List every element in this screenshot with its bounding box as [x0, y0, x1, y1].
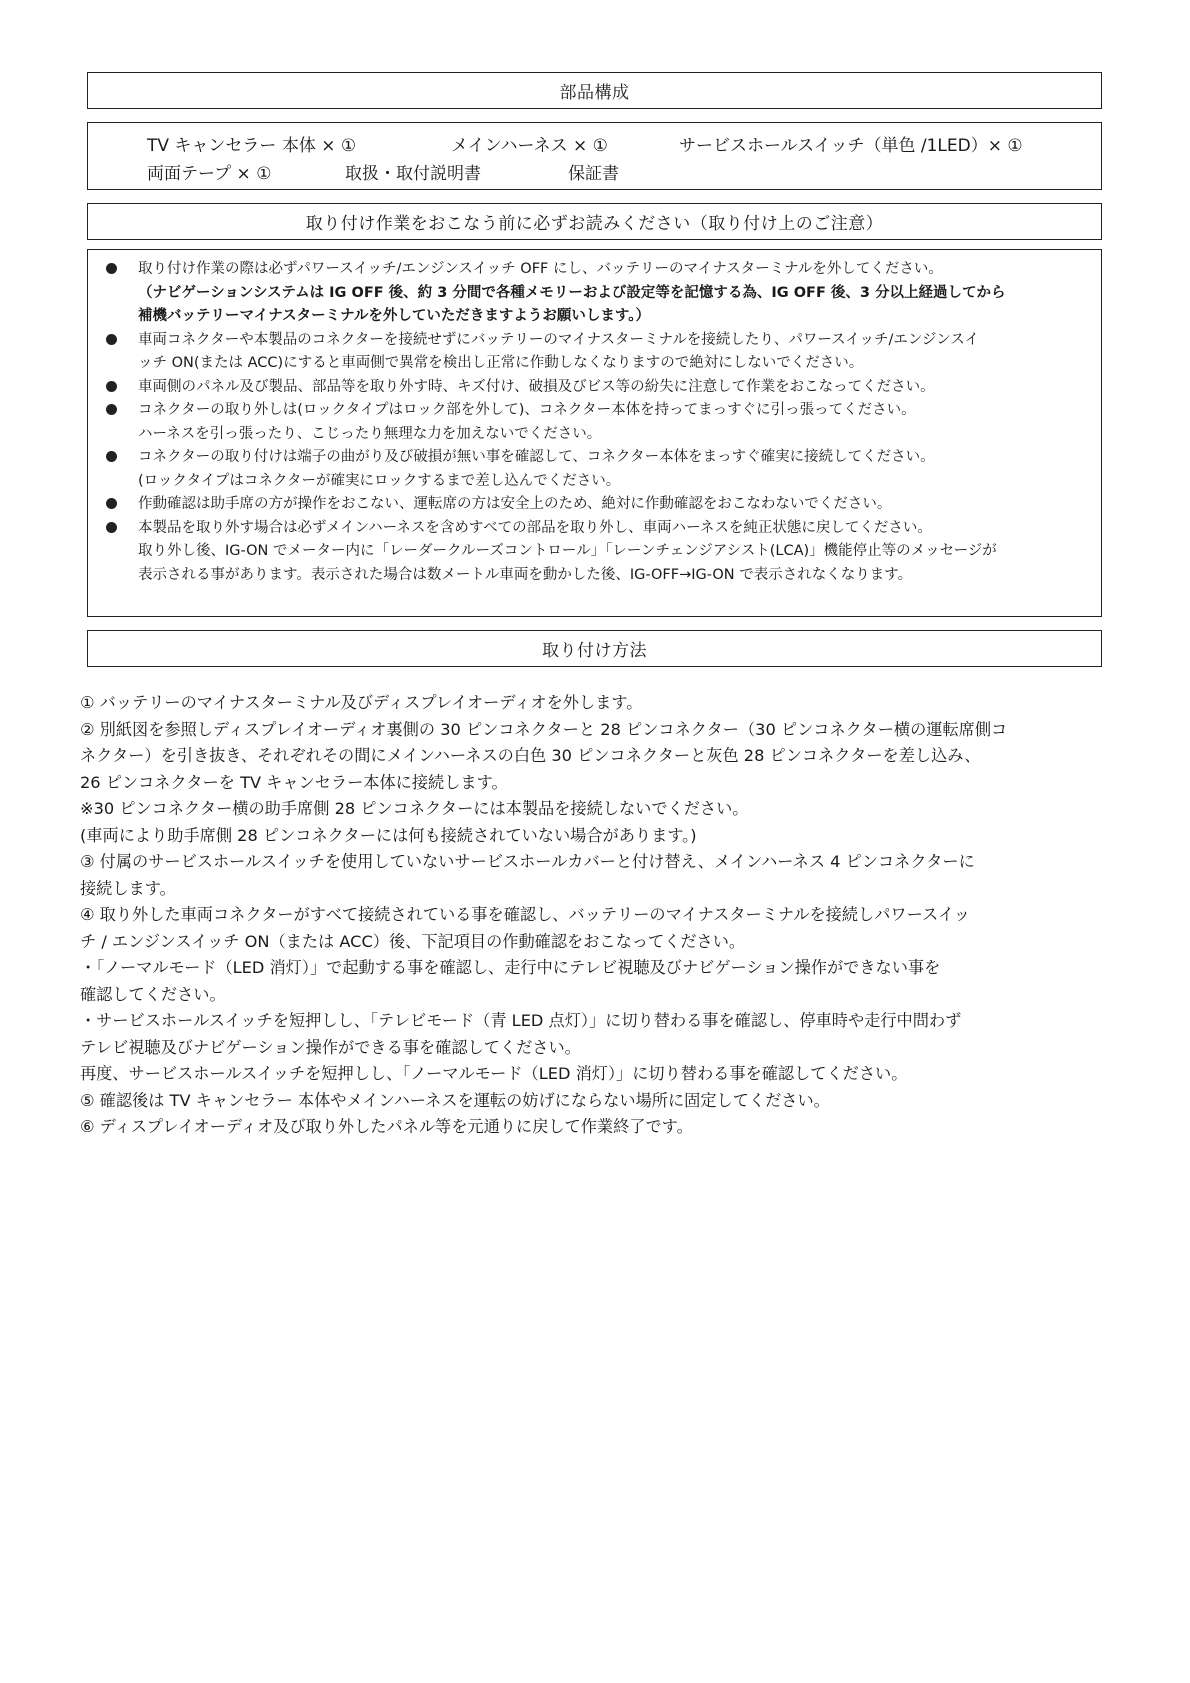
- notice-line: 作動確認は助手席の方が操作をおこない、運転席の方は安全上のため、絶対に作動確認をおこなわないでください。: [138, 496, 892, 512]
- notice-line: 取り付け作業の際は必ずパワースイッチ/エンジンスイッチ OFF にし、バッテリーのマイナスターミナルを外してください。: [138, 261, 943, 277]
- method-section-title-box: [87, 630, 1102, 667]
- notice-line: ッチ ON(または ACC)にすると車両側で異常を検出し正常に作動しなくなりますので絶対にしないでください。: [138, 355, 864, 371]
- notice-item: [88, 493, 1101, 517]
- method-line: ネクター）を引き抜き、それぞれその間にメインハーネスの白色 30 ピンコネクターと灰色 28 ピンコネクターを差し込み、: [80, 746, 981, 765]
- method-line: 再度、サービスホールスイッチを短押しし、「ノーマルモード（LED 消灯）」に切り替わる事を確認してください。: [80, 1064, 908, 1083]
- parts-section-title-box: [87, 72, 1102, 109]
- notice-item: [88, 258, 1101, 329]
- parts-section-title: 部品構成: [559, 83, 630, 103]
- bullet-icon: [106, 498, 117, 509]
- parts-item-warranty: 保証書: [568, 164, 619, 184]
- parts-item-canceller: TV キャンセラー 本体 × ①: [147, 136, 357, 156]
- notice-line: コネクターの取り外しは(ロックタイプはロック部を外して)、コネクター本体を持ってまっすぐに引っ張ってください。: [138, 402, 916, 418]
- parts-list-box: [87, 122, 1102, 190]
- notice-section-title: 取り付け作業をおこなう前に必ずお読みください（取り付け上のご注意）: [305, 214, 884, 234]
- method-line: 確認してください。: [80, 984, 226, 1004]
- method-line: ・サービスホールスイッチを短押しし、「テレビモード（青 LED 点灯）」に切り替わる事を確認し、停車時や走行中問わず: [80, 1011, 962, 1030]
- method-line: ② 別紙図を参照しディスプレイオーディオ裏側の 30 ピンコネクターと 28 ピンコネクター（30 ピンコネクター横の運転席側コ: [80, 719, 1008, 739]
- method-section-title: 取り付け方法: [542, 641, 647, 661]
- method-line: テレビ視聴及びナビゲーション操作ができる事を確認してください。: [80, 1037, 581, 1057]
- method-line: ⑥ ディスプレイオーディオ及び取り外したパネル等を元通りに戻して作業終了です。: [80, 1117, 693, 1136]
- bullet-icon: [106, 522, 117, 533]
- method-line: チ / エンジンスイッチ ON（または ACC）後、下記項目の作動確認をおこなってください。: [80, 931, 746, 951]
- notice-line: 表示される事があります。表示された場合は数メートル車両を動かした後、IG-OFF→IG-ON で表示されなくなります。: [138, 566, 913, 583]
- notice-item: [88, 517, 1101, 588]
- method-line: 26 ピンコネクターを TV キャンセラー本体に接続します。: [80, 772, 508, 792]
- bullet-icon: [106, 381, 117, 392]
- notice-line: （ナビゲーションシステムは IG OFF 後、約 3 分間で各種メモリーおよび設定等を記憶する為、IG OFF 後、3 分以上経過してから: [138, 284, 1006, 301]
- notice-item: [88, 446, 1101, 493]
- notice-item: [88, 376, 1101, 400]
- notice-line: (ロックタイプはコネクターが確実にロックするまで差し込んでください。: [138, 472, 621, 489]
- notice-line: コネクターの取り付けは端子の曲がり及び破損が無い事を確認して、コネクター本体をまっすぐ確実に接続してください。: [138, 449, 935, 465]
- notice-list: [88, 258, 1101, 587]
- notice-item: [88, 399, 1101, 446]
- method-line: ③ 付属のサービスホールスイッチを使用していないサービスホールカバーと付け替え、メインハーネス 4 ピンコネクターに: [80, 852, 975, 871]
- notice-line: 取り外し後、IG-ON でメーター内に「レーダークルーズコントロール」「レーンチェンジアシスト(LCA)」機能停止等のメッセージが: [138, 543, 997, 559]
- method-line: 接続します。: [80, 878, 176, 898]
- parts-item-double-sided-tape: 両面テープ × ①: [147, 164, 272, 184]
- method-body: [80, 690, 1120, 1141]
- bullet-icon: [106, 334, 117, 345]
- parts-item-manual: 取扱・取付説明書: [345, 164, 481, 184]
- method-line: ⑤ 確認後は TV キャンセラー 本体やメインハーネスを運転の妨げにならない場所に固定してください。: [80, 1090, 830, 1110]
- notice-line: 車両コネクターや本製品のコネクターを接続せずにバッテリーのマイナスターミナルを接続したり、パワースイッチ/エンジンスイ: [138, 331, 979, 348]
- bullet-icon: [106, 451, 117, 462]
- notice-line: 補機バッテリーマイナスターミナルを外していただきますようお願いします。）: [138, 308, 650, 324]
- notice-line: 本製品を取り外す場合は必ずメインハーネスを含めすべての部品を取り外し、車両ハーネスを純正状態に戻してください。: [138, 519, 932, 536]
- notice-list-box: [87, 249, 1102, 617]
- bullet-icon: [106, 404, 117, 415]
- notice-section-title-box: [87, 203, 1102, 240]
- notice-line: ハーネスを引っ張ったり、こじったり無理な力を加えないでください。: [138, 425, 602, 442]
- notice-line: 車両側のパネル及び製品、部品等を取り外す時、キズ付け、破損及びビス等の紛失に注意して作業をおこなってください。: [138, 378, 935, 395]
- parts-item-main-harness: メインハーネス × ①: [451, 136, 608, 156]
- method-line: ・「ノーマルモード（LED 消灯）」で起動する事を確認し、走行中にテレビ視聴及びナビゲーション操作ができない事を: [80, 958, 941, 977]
- method-line: ※30 ピンコネクター横の助手席側 28 ピンコネクターには本製品を接続しないでください。: [80, 799, 749, 818]
- method-line: ① バッテリーのマイナスターミナル及びディスプレイオーディオを外します。: [80, 693, 643, 712]
- parts-item-service-hole-switch: サービスホールスイッチ（単色 /1LED）× ①: [679, 136, 1023, 156]
- method-line: ④ 取り外した車両コネクターがすべて接続されている事を確認し、バッテリーのマイナスターミナルを接続しパワースイッ: [80, 905, 970, 924]
- bullet-icon: [106, 263, 117, 274]
- method-line: (車両により助手席側 28 ピンコネクターには何も接続されていない場合があります。): [80, 825, 697, 845]
- notice-item: [88, 329, 1101, 376]
